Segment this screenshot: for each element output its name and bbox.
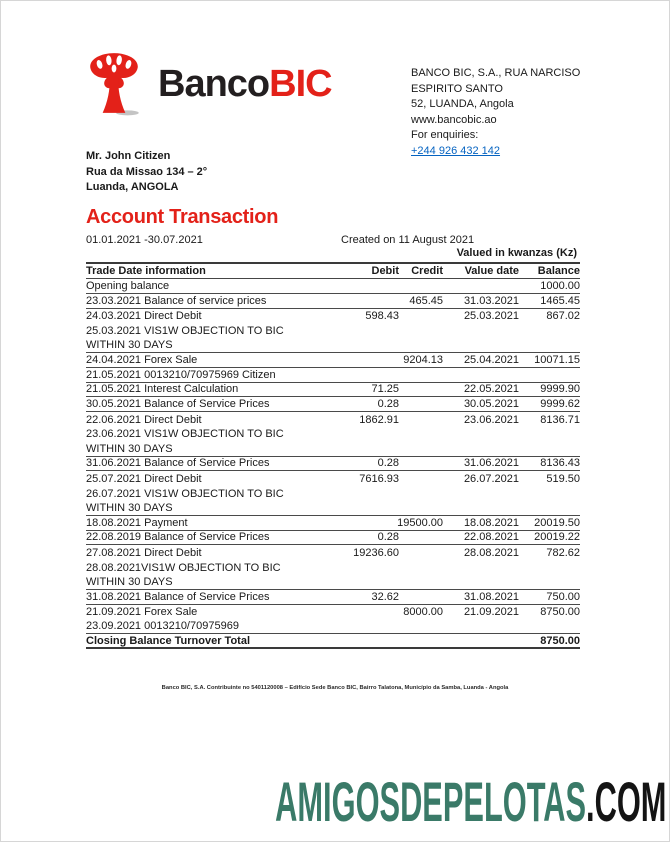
table-row: [86, 279, 580, 294]
table-row: [86, 619, 580, 634]
cell-value-date: 31.08.2021: [463, 590, 519, 603]
cell-balance: 9999.62: [540, 398, 580, 411]
cell-value-date: 18.08.2021: [463, 516, 519, 529]
cell-value-date: [443, 619, 519, 633]
cell-description: WITHIN 30 DAYS: [86, 339, 173, 352]
customer-name: Mr. John Citizen: [86, 150, 171, 162]
cell-description: WITHIN 30 DAYS: [86, 442, 173, 455]
table-row: [86, 427, 580, 442]
cell-debit: [319, 605, 399, 620]
cell-description: 23.03.2021 Balance of service prices: [86, 294, 267, 307]
cell-description: 30.05.2021 Balance of Service Prices: [86, 398, 270, 411]
statement-created-date: Created on 11 August 2021: [341, 234, 475, 246]
table-row: [86, 516, 580, 531]
cell-description: 25.07.2021 Direct Debit: [86, 472, 202, 485]
cell-description: 25.03.2021 VIS1W OBJECTION TO BIC: [86, 324, 284, 337]
cell-balance: 20019.22: [534, 531, 580, 544]
cell-balance: 1465.45: [540, 294, 580, 307]
cell-debit: [319, 575, 399, 589]
cell-debit: [319, 442, 399, 456]
table-row: [86, 442, 580, 457]
cell-credit: [399, 442, 443, 456]
cell-debit: [319, 368, 399, 382]
cell-credit: [399, 531, 443, 545]
cell-balance: 8136.43: [540, 457, 580, 470]
cell-description: 23.06.2021 VIS1W OBJECTION TO BIC: [86, 428, 284, 441]
cell-credit: [399, 309, 443, 324]
cell-description: WITHIN 30 DAYS: [86, 575, 173, 588]
cell-description: 21.05.2021 Interest Calculation: [86, 383, 239, 396]
cell-description: WITHIN 30 DAYS: [86, 501, 173, 514]
cell-debit: [319, 634, 399, 647]
cell-value-date: 26.07.2021: [463, 472, 519, 485]
bank-logo-wordmark: [158, 65, 332, 103]
column-header-debit: Debit: [371, 265, 399, 277]
table-row: [86, 545, 580, 560]
cell-balance: 782.62: [546, 546, 580, 559]
cell-value-date: 31.03.2021: [463, 294, 519, 307]
table-row: [86, 634, 580, 649]
currency-note: Valued in kwanzas (Kz): [456, 247, 577, 259]
cell-value-date: 28.08.2021: [463, 546, 519, 559]
cell-balance: 750.00: [546, 590, 580, 603]
bank-address-block: [411, 66, 580, 159]
cell-balance: [519, 368, 580, 382]
cell-value-date: [443, 368, 519, 382]
transactions-table: [86, 262, 580, 649]
enquiries-label: For enquiries:: [411, 129, 479, 141]
cell-credit: [399, 383, 443, 397]
cell-balance: [519, 560, 580, 575]
cell-debit: 32.62: [371, 590, 399, 603]
cell-credit: [399, 397, 443, 411]
column-header-value-date: Value date: [464, 265, 519, 277]
cell-description: Opening balance: [86, 279, 170, 292]
cell-balance: [519, 619, 580, 633]
cell-value-date: [443, 427, 519, 442]
table-row: [86, 368, 580, 383]
cell-description: 18.08.2021 Payment: [86, 516, 188, 529]
cell-debit: [319, 516, 399, 530]
cell-value-date: [443, 338, 519, 352]
cell-value-date: [443, 279, 519, 293]
cell-credit: 9204.13: [403, 353, 443, 366]
cell-debit: [319, 338, 399, 352]
page-title: Account Transaction: [86, 206, 279, 228]
cell-debit: [319, 560, 399, 575]
cell-balance: 8750.00: [540, 634, 580, 647]
table-row: [86, 590, 580, 605]
cell-debit: [319, 486, 399, 501]
cell-balance: 8136.71: [540, 413, 580, 426]
table-header-row: [86, 262, 580, 279]
cell-credit: [399, 471, 443, 486]
cell-value-date: 30.05.2021: [463, 398, 519, 411]
customer-street: Rua da Missao 134 – 2°: [86, 165, 208, 178]
table-row: [86, 501, 580, 516]
cell-credit: 465.45: [409, 294, 443, 307]
footer-fine-print: Banco BIC, S.A. Contribuinte no 5401120008 – Edifício Sede Banco BIC, Bairro Talatona, Município da Samba, Luanda - Angola: [161, 684, 509, 691]
cell-debit: 0.28: [377, 398, 399, 411]
cell-balance: [519, 442, 580, 456]
cell-credit: [399, 486, 443, 501]
cell-description: 26.07.2021 VIS1W OBJECTION TO BIC: [86, 487, 284, 500]
cell-debit: [319, 619, 399, 633]
cell-description: 21.09.2021 Forex Sale: [86, 605, 198, 618]
cell-debit: 0.28: [377, 457, 399, 470]
cell-value-date: 25.03.2021: [463, 309, 519, 322]
logo-text-banco: Banco: [158, 63, 270, 105]
cell-balance: 10071.15: [534, 353, 580, 366]
cell-debit: 1862.91: [359, 413, 399, 426]
cell-value-date: [443, 486, 519, 501]
column-header-description: Trade Date information: [86, 265, 206, 277]
cell-value-date: 23.06.2021: [463, 413, 519, 426]
cell-description: 24.04.2021 Forex Sale: [86, 353, 198, 366]
cell-description: 22.06.2021 Direct Debit: [86, 413, 202, 426]
bank-address-line-3: 52, LUANDA, Angola: [411, 98, 514, 110]
cell-credit: [399, 575, 443, 589]
bank-website: www.bancobic.ao: [411, 113, 497, 126]
table-row: [86, 486, 580, 501]
cell-credit: [399, 619, 443, 633]
cell-value-date: [443, 634, 519, 647]
cell-balance: 867.02: [546, 309, 580, 322]
cell-credit: [399, 590, 443, 604]
cell-value-date: [443, 442, 519, 456]
cell-debit: [319, 279, 399, 293]
cell-value-date: 25.04.2021: [463, 353, 519, 366]
phone-link[interactable]: +244 926 432 142: [411, 144, 501, 157]
table-row: [86, 560, 580, 575]
cell-debit: 598.43: [365, 309, 399, 322]
table-row: [86, 383, 580, 398]
cell-balance: [519, 427, 580, 442]
cell-credit: [399, 323, 443, 338]
cell-balance: 519.50: [546, 472, 580, 485]
cell-credit: [399, 457, 443, 471]
table-row: [86, 294, 580, 309]
watermark-suffix: .COM: [585, 770, 666, 833]
logo-text-bic: BIC: [269, 63, 332, 105]
cell-value-date: 22.05.2021: [463, 383, 519, 396]
cell-description: Closing Balance Turnover Total: [86, 634, 251, 647]
cell-debit: 19236.60: [353, 546, 399, 559]
cell-credit: [399, 545, 443, 560]
cell-value-date: 21.09.2021: [463, 605, 519, 618]
cell-balance: [519, 323, 580, 338]
cell-balance: [519, 501, 580, 515]
cell-description: 23.09.2021 0013210/70975969: [86, 620, 239, 633]
cell-description: 22.08.2019 Balance of Service Prices: [86, 531, 270, 544]
cell-credit: 8000.00: [403, 605, 443, 618]
cell-description: 28.08.2021VIS1W OBJECTION TO BIC: [86, 561, 281, 574]
table-body: [86, 279, 580, 649]
cell-description: 31.06.2021 Balance of Service Prices: [86, 457, 270, 470]
bank-address-line-2: ESPIRITO SANTO: [411, 82, 503, 95]
cell-value-date: [443, 575, 519, 589]
table-row: [86, 605, 580, 620]
cell-debit: 0.28: [377, 531, 399, 544]
cell-value-date: 31.06.2021: [463, 457, 519, 470]
cell-debit: [319, 323, 399, 338]
cell-debit: 7616.93: [359, 472, 399, 485]
cell-debit: [319, 427, 399, 442]
cell-value-date: [443, 323, 519, 338]
cell-balance: [519, 486, 580, 501]
site-watermark: [274, 770, 666, 833]
customer-city: Luanda, ANGOLA: [86, 181, 179, 193]
cell-credit: [399, 427, 443, 442]
column-header-balance: Balance: [537, 265, 580, 277]
watermark-main: AMIGOSDEPELOTAS: [274, 770, 586, 833]
bank-address-line-1: BANCO BIC, S.A., RUA NARCISO: [411, 67, 581, 79]
cell-debit: 71.25: [371, 383, 399, 396]
cell-credit: [399, 501, 443, 515]
cell-balance: [519, 575, 580, 589]
cell-description: 24.03.2021 Direct Debit: [86, 309, 202, 322]
cell-value-date: [443, 501, 519, 515]
table-row: [86, 471, 580, 486]
table-row: [86, 397, 580, 412]
cell-debit: [319, 294, 399, 308]
statement-period: 01.01.2021 -30.07.2021: [86, 234, 203, 246]
cell-balance: 9999.90: [540, 383, 580, 396]
table-row: [86, 309, 580, 324]
table-row: [86, 531, 580, 546]
cell-credit: [399, 338, 443, 352]
table-row: [86, 353, 580, 368]
cell-balance: 8750.00: [540, 605, 580, 618]
table-row: [86, 575, 580, 590]
table-row: [86, 412, 580, 427]
cell-balance: 20019.50: [534, 516, 580, 529]
cell-description: 31.08.2021 Balance of Service Prices: [86, 590, 270, 603]
cell-credit: [399, 368, 443, 382]
cell-credit: [399, 634, 443, 647]
cell-credit: [399, 560, 443, 575]
baobab-tree-icon: [86, 51, 142, 117]
cell-description: 27.08.2021 Direct Debit: [86, 546, 202, 559]
customer-address-block: [86, 149, 207, 196]
cell-credit: [399, 412, 443, 427]
cell-debit: [319, 501, 399, 515]
cell-credit: 19500.00: [397, 516, 443, 529]
cell-credit: [399, 279, 443, 293]
cell-value-date: 22.08.2021: [463, 531, 519, 544]
cell-balance: [519, 338, 580, 352]
column-header-credit: Credit: [411, 265, 443, 277]
table-row: [86, 323, 580, 338]
cell-balance: 1000.00: [540, 279, 580, 292]
table-row: [86, 457, 580, 472]
cell-description: 21.05.2021 0013210/70975969 Citizen: [86, 368, 276, 381]
cell-value-date: [443, 560, 519, 575]
table-row: [86, 338, 580, 353]
bank-logo: [86, 51, 332, 117]
cell-debit: [319, 353, 399, 367]
